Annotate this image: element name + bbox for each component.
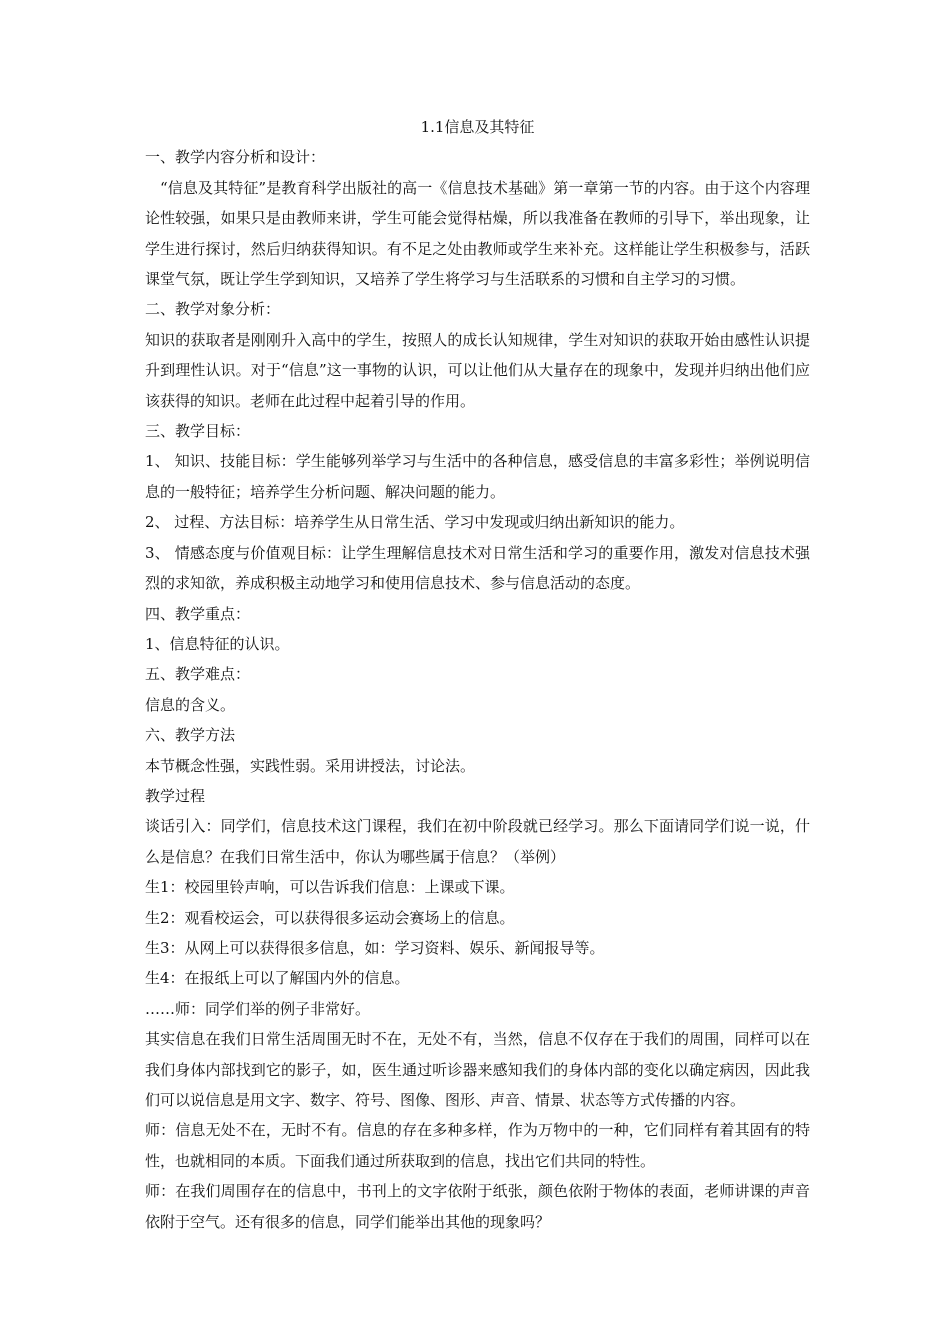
section-heading-content-analysis: 一、教学内容分析和设计： <box>145 148 326 167</box>
objective-item-3: 3、 情感态度与价值观目标：让学生理解信息技术对日常生活和学习的重要作用，激发对信息技术强烈的求知欲，养成积极主动地学习和使用信息技术、参与信息活动的态度。 <box>145 543 810 593</box>
student-answer-4: 生4：在报纸上可以了解国内外的信息。 <box>145 969 410 988</box>
student-answer-3: 生3：从网上可以获得很多信息，如：学习资料、娱乐、新闻报导等。 <box>145 938 605 957</box>
student-answer-1: 生1：校园里铃声响，可以告诉我们信息：上课或下课。 <box>145 878 515 897</box>
objective-item-2: 2、 过程、方法目标：培养学生从日常生活、学习中发现或归纳出新知识的能力。 <box>145 513 685 532</box>
document-title: 1.1信息及其特征 <box>420 118 535 136</box>
section-heading-audience-analysis: 二、教学对象分析： <box>145 300 281 319</box>
section-heading-process: 教学过程 <box>145 786 206 805</box>
paragraph-introduction: 谈话引入：同学们，信息技术这门课程，我们在初中阶段就已经学习。那么下面请同学们说一说，什么是信息？在我们日常生活中，你认为哪些属于信息？（举例） <box>145 817 810 866</box>
objective-item-1: 1、 知识、技能目标：学生能够列举学习与生活中的各种信息，感受信息的丰富多彩性；举例说明信息的一般特征；培养学生分析问题、解决问题的能力。 <box>145 452 810 501</box>
paragraph-difficulties: 信息的含义。 <box>145 695 236 714</box>
paragraph-methods: 本节概念性强，实践性弱。采用讲授法，讨论法。 <box>145 756 476 775</box>
document-page <box>145 112 810 1237</box>
paragraph-audience-analysis: 知识的获取者是刚刚升入高中的学生，按照人的成长认知规律，学生对知识的获取开始由感性认识提升到理性认识。对于“信息”这一事物的认识，可以让他们从大量存在的现象中，发现并归纳出他们应该获得的知识。老师在此过程中起着引导的作用。 <box>145 330 810 410</box>
section-heading-methods: 六、教学方法 <box>145 726 236 745</box>
teacher-remark-1: ……师：同学们举的例子非常好。 <box>145 999 371 1018</box>
section-heading-difficulties: 五、教学难点： <box>145 665 251 684</box>
section-heading-objectives: 三、教学目标： <box>145 422 251 441</box>
paragraph-content-analysis: “信息及其特征”是教育科学出版社的高一《信息技术基础》第一章第一节的内容。由于这个内容理论性较强，如果只是由教师来讲，学生可能会觉得枯燥，所以我准备在教师的引导下，举出现象，让学生进行探讨，然后归纳获得知识。有不足之处由教师或学生来补充。这样能让学生积极参与，活跃课堂气氛，既让学生学到知识，又培养了学生将学习与生活联系的习惯和自主学习的习惯。 <box>145 178 810 289</box>
paragraph-information-definition: 其实信息在我们日常生活周围无时不在，无处不有，当然，信息不仅存在于我们的周围，同样可以在我们身体内部找到它的影子，如，医生通过听诊器来感知我们的身体内部的变化以确定病因，因此我们可以说信息是用文字、数字、符号、图像、图形、声音、情景、状态等方式传播的内容。 <box>145 1030 810 1109</box>
student-answer-2: 生2：观看校运会，可以获得很多运动会赛场上的信息。 <box>145 908 515 927</box>
teacher-remark-3: 师：在我们周围存在的信息中，书刊上的文字依附于纸张，颜色依附于物体的表面，老师讲课的声音依附于空气。还有很多的信息，同学们能举出其他的现象吗？ <box>145 1182 810 1231</box>
teacher-remark-2: 师：信息无处不在，无时不有。信息的存在多种多样，作为万物中的一种，它们同样有着其固有的特性，也就相同的本质。下面我们通过所获取到的信息，找出它们共同的特性。 <box>145 1121 810 1170</box>
key-point-item-1: 1、信息特征的认识。 <box>145 634 290 653</box>
section-heading-key-points: 四、教学重点： <box>145 604 251 623</box>
